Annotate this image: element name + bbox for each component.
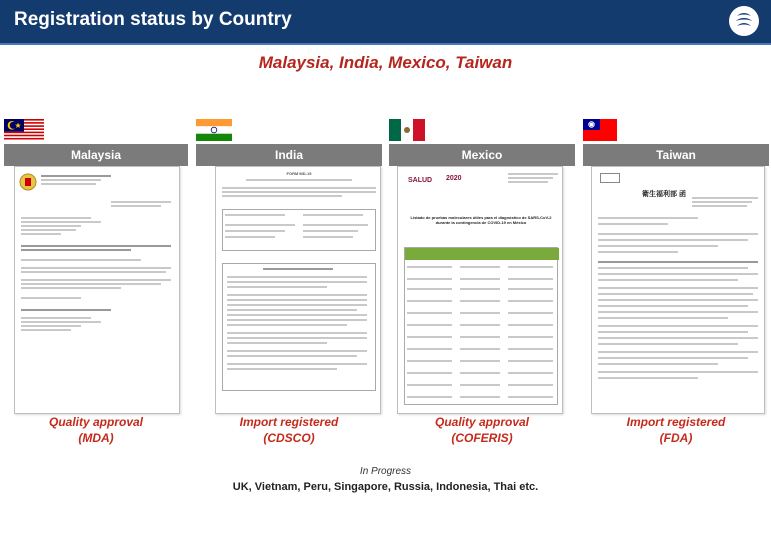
status-malaysia-line2: (MDA): [78, 431, 114, 445]
india-doc-heading: FORM MD-15: [286, 171, 312, 176]
status-india: [196, 414, 382, 446]
status-india-line1: Import registered: [239, 415, 339, 429]
status-malaysia-line1: Quality approval: [48, 415, 144, 429]
malaysia-certificate-image: [14, 166, 180, 414]
india-doc-table: [222, 209, 376, 251]
india-flag-icon: [196, 119, 232, 141]
mexico-flag-icon: [389, 119, 425, 141]
mexico-doc-table: [404, 247, 558, 405]
column-header-malaysia: Malaysia: [4, 144, 188, 166]
company-logo-icon: [727, 4, 761, 38]
in-progress-label: In Progress: [359, 466, 412, 477]
india-doc-device-table: [222, 263, 376, 391]
status-taiwan-line1: Import registered: [626, 415, 726, 429]
taiwan-flag-icon: [583, 119, 617, 141]
mexico-certificate-image: [397, 166, 563, 414]
column-header-taiwan: Taiwan: [583, 144, 769, 166]
column-header-india: India: [196, 144, 382, 166]
taiwan-doc-heading: 衛生福利部 函: [642, 191, 686, 198]
mexico-year-logo: 2020: [446, 175, 462, 182]
malaysia-flag-icon: [4, 119, 44, 141]
status-mexico-line2: (COFERIS): [451, 431, 513, 445]
status-malaysia: [4, 414, 188, 446]
status-mexico-line1: Quality approval: [434, 415, 530, 429]
mexico-salud-logo: SALUD: [408, 177, 433, 184]
taiwan-certificate-image: [591, 166, 765, 414]
header-bar: [0, 0, 771, 43]
countries-subtitle: Malaysia, India, Mexico, Taiwan: [258, 53, 513, 72]
mexico-doc-heading: Listado de pruebas moleculares útiles para el diagnóstico de SARS-CoV-2 durante la contingencia de COVID-19 en México: [410, 215, 552, 225]
page-title: Registration status by Country: [14, 9, 292, 30]
malaysia-crest-icon: [19, 173, 37, 191]
status-mexico: [389, 414, 575, 446]
column-header-mexico: Mexico: [389, 144, 575, 166]
india-certificate-image: [215, 166, 381, 414]
status-india-line2: (CDSCO): [263, 431, 315, 445]
in-progress-countries: UK, Vietnam, Peru, Singapore, Russia, Indonesia, Thai etc.: [232, 481, 539, 493]
status-taiwan-line2: (FDA): [659, 431, 693, 445]
status-taiwan: [583, 414, 769, 446]
header-divider: [0, 43, 771, 45]
